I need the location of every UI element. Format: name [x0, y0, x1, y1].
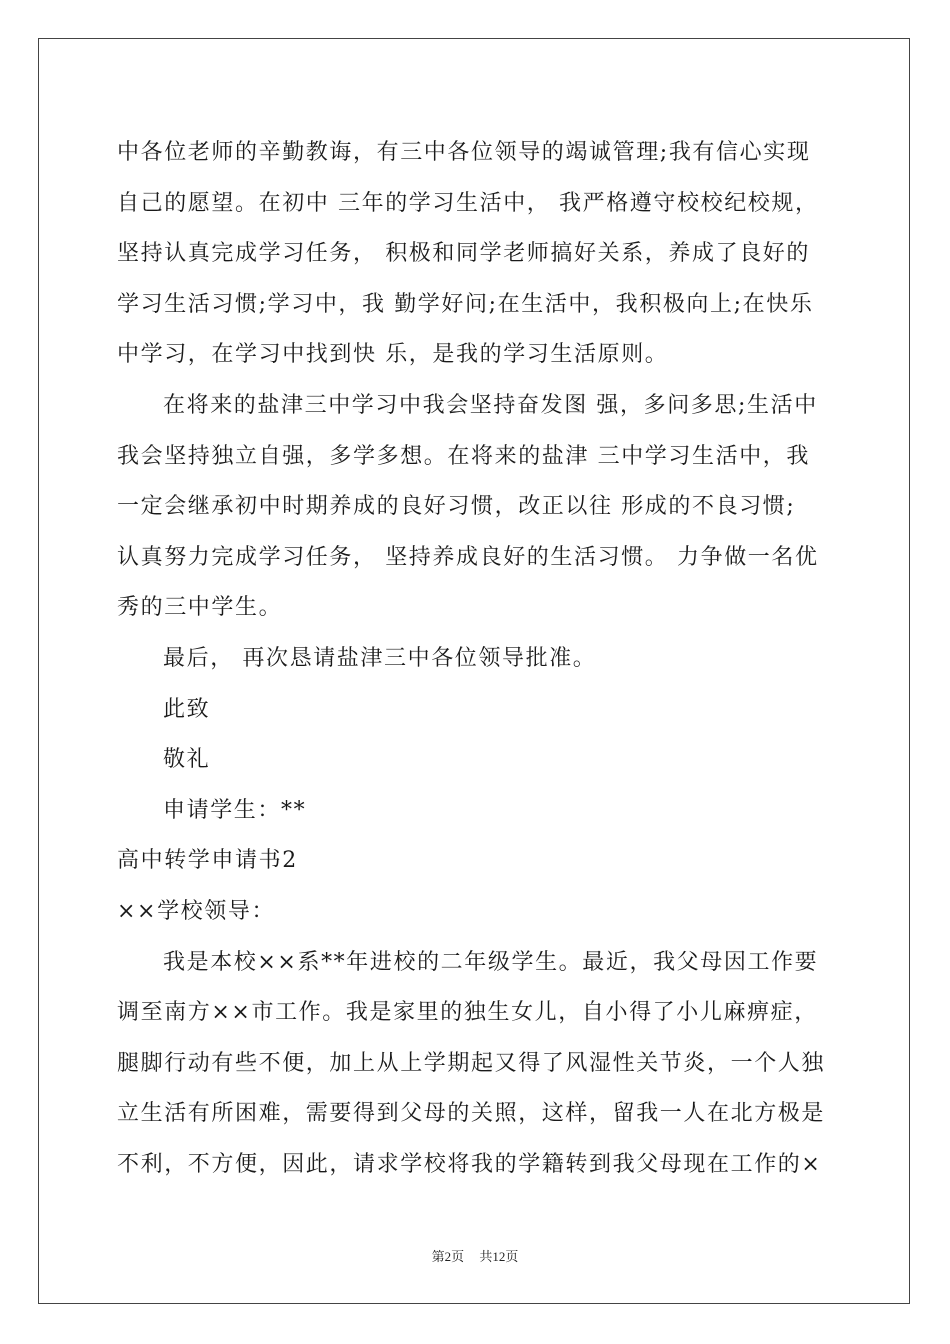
page-number: 第2页: [431, 1249, 465, 1264]
text-line: 不利，不方便，因此，请求学校将我的学籍转到我父母现在工作的×: [117, 1151, 822, 1177]
text-line: 此致: [163, 696, 211, 722]
page-total: 共12页: [479, 1249, 519, 1264]
text-line: 学习生活习惯;学习中，我 勤学好问;在生活中，我积极向上;在快乐: [117, 291, 814, 317]
text-line: 调至南方××市工作。我是家里的独生女儿，自小得了小儿麻痹症，: [117, 1000, 818, 1026]
text-line: 高中转学申请书2: [117, 848, 298, 874]
text-line: 我会坚持独立自强，多学多想。在将来的盐津 三中学习生活中，我: [117, 443, 810, 469]
text-line: 秀的三中学生。: [117, 595, 283, 621]
text-line: 我是本校××系**年进校的二年级学生。最近，我父母因工作要: [163, 949, 819, 975]
text-line: 最后， 再次恳请盐津三中各位领导批准。: [163, 645, 597, 671]
text-line: 认真努力完成学习任务， 坚持养成良好的生活习惯。 力争做一名优: [117, 544, 819, 570]
text-line: 立生活有所困难，需要得到父母的关照，这样，留我一人在北方极是: [117, 1101, 826, 1127]
page-footer: [0, 1246, 950, 1265]
text-line: 申请学生：**: [163, 797, 307, 823]
text-line: 中学习，在学习中找到快 乐，是我的学习生活原则。: [117, 342, 669, 368]
text-line: 中各位老师的辛勤教诲，有三中各位领导的竭诚管理;我有信心实现: [117, 140, 811, 165]
text-line: 在将来的盐津三中学习中我会坚持奋发图 强，多问多思;生活中: [163, 392, 818, 418]
text-line: 坚持认真完成学习任务， 积极和同学老师搞好关系，养成了良好的: [117, 241, 810, 267]
document-body: [117, 128, 835, 1190]
text-line: 一定会继承初中时期养成的良好习惯，改正以往 形成的不良习惯;: [117, 494, 796, 520]
text-line: ××学校领导：: [117, 898, 276, 924]
text-line: 敬礼: [163, 747, 211, 773]
text-line: 自己的愿望。在初中 三年的学习生活中， 我严格遵守校校纪校规，: [117, 190, 819, 216]
text-line: 腿脚行动有些不便，加上从上学期起又得了风湿性关节炎，一个人独: [117, 1050, 826, 1076]
